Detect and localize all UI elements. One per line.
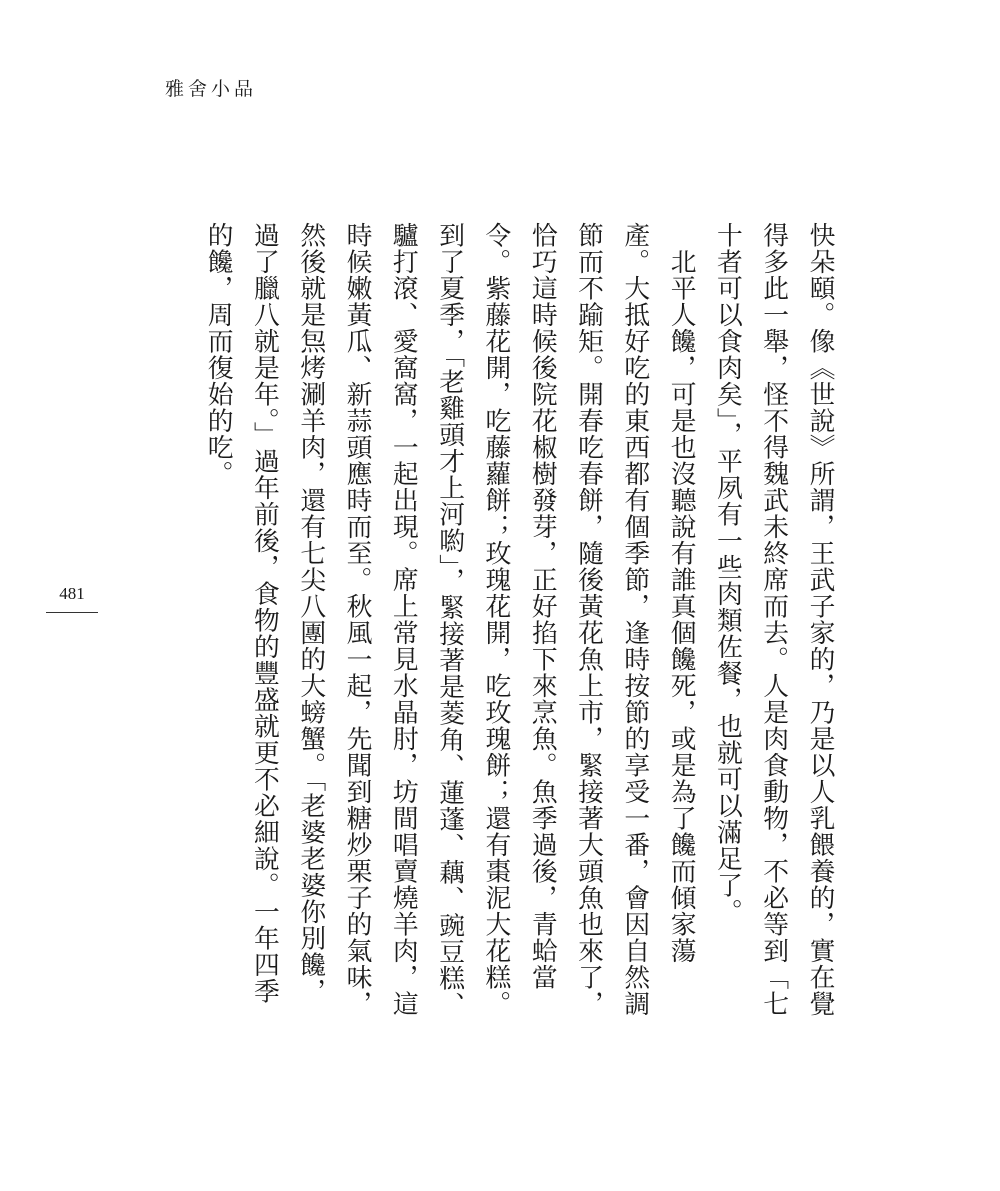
text-column-10: 驢打滾、愛窩窩，一起出現。席上常見水晶肘，坊間唱賣燒羊肉，這 [388,222,419,1017]
running-header: 雅舍小品 [165,78,258,100]
text-column-14: 的饞，周而復始的吃。 [203,222,234,487]
text-column-8: 令。紫藤花開，吃藤蘿餅；玫瑰花開，吃玫瑰餅；還有棗泥大花糕。 [480,222,511,1017]
text-column-11: 時候嫩黃瓜、新蒜頭應時而至。秋風一起，先聞到糖炒栗子的氣味， [342,222,373,1017]
text-column-13: 過了臘八就是年。」過年前後，食物的豐盛就更不必細說。一年四季 [249,222,280,1005]
text-column-6: 節而不踰矩。開春吃春餅，隨後黃花魚上市，緊接著大頭魚也來了， [573,222,604,1017]
page-number-rule [46,612,98,613]
body-text [193,222,843,1052]
text-column-5: 產。大抵好吃的東西都有個季節，逢時按節的享受一番，會因自然調 [619,222,650,1017]
text-column-4: 北平人饞，可是也沒聽說有誰真個饞死，或是為了饞而傾家蕩 [666,222,697,964]
text-column-7: 恰巧這時候後院花椒樹發芽，正好掐下來烹魚。魚季過後，青蛤當 [527,222,558,991]
text-column-1: 快朵頤。像《世說》所謂，王武子家的，乃是以人乳餵養的，實在覺 [805,222,835,1017]
text-column-9: 到了夏季，「老雞頭才上河喲」，緊接著是菱角、蓮蓬、藕、豌豆糕、 [434,222,465,1018]
text-column-3: 十者可以食肉矣」，平夙有一些肉類佐餐，也就可以滿足了。 [712,222,743,925]
text-column-12: 然後就是炰烤涮羊肉，還有七尖八團的大螃蟹。「老婆老婆你別饞， [295,222,326,1005]
text-column-2: 得多此一舉，怪不得魏武未終席而去。人是肉食動物，不必等到「七 [758,222,789,1017]
page-number: 481 [59,584,85,603]
